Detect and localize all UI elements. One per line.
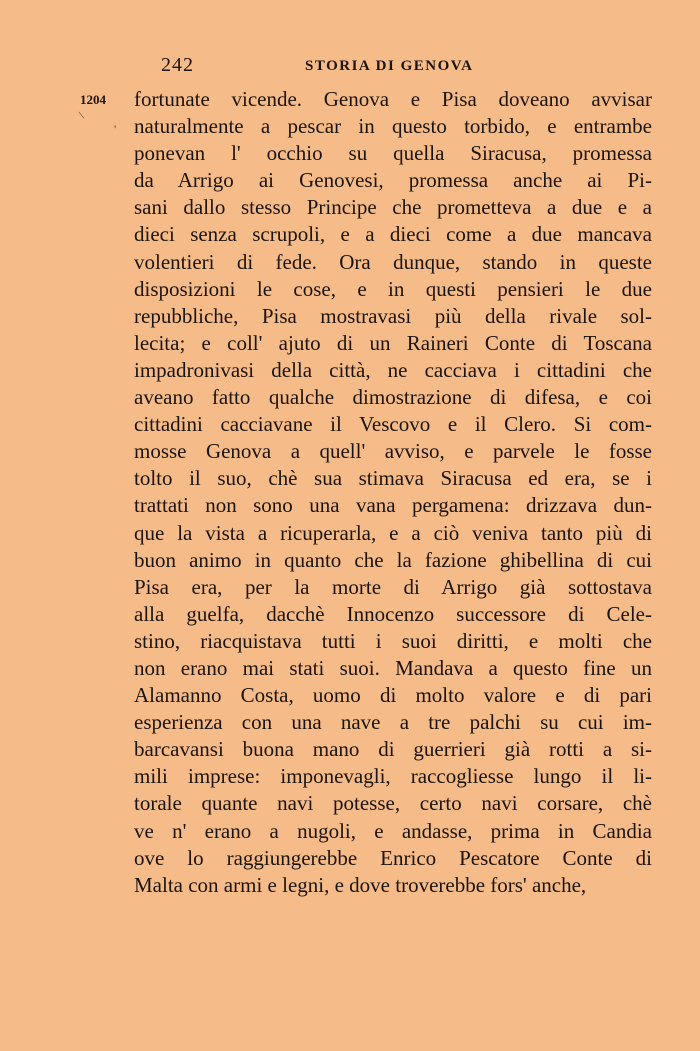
text-line: ponevan l' occhio su quella Siracusa, promessa [134,141,652,166]
text-line: ove lo raggiungerebbe Enrico Pescatore Conte di [134,845,652,870]
text-line: alla guelfa, dacchè Innocenzo successore di Cele- [134,601,652,626]
text-line: mili imprese: imponevagli, raccogliesse lungo il li- [134,764,652,789]
text-line: tolto il suo, chè sua stimava Siracusa ed era, se i [134,466,652,491]
text-line: Alamanno Costa, uomo di molto valore e di pari [134,683,652,708]
text-line: lecita; e coll' ajuto di un Raineri Conte di Toscana [134,330,652,355]
text-line: fortunate vicende. Genova e Pisa doveano avvisar [134,87,652,111]
text-line: volentieri di fede. Ora dunque, stando in queste [134,249,652,274]
body-text [134,86,652,899]
text-line: naturalmente a pescar in questo torbido, e entrambe [134,114,652,139]
text-line: non erano mai stati suoi. Mandava a questo fine un [134,655,652,680]
text-line: aveano fatto qualche dimostrazione di difesa, e coi [134,385,652,410]
text-line: torale quante navi potesse, certo navi corsare, chè [134,791,652,816]
page-number: 242 [161,54,194,76]
text-line: disposizioni le cose, e in questi pensieri le due [134,276,652,301]
margin-mark: ' [114,122,117,136]
text-line: ve n' erano a nugoli, e andasse, prima in Candia [134,818,652,843]
text-line: impadronivasi della città, ne cacciava i cittadini che [134,357,652,382]
text-line: buon animo in quanto che la fazione ghibellina di cui [134,547,652,572]
text-line: mosse Genova a quell' avviso, e parvele le fosse [134,439,652,464]
text-line: repubbliche, Pisa mostravasi più della rivale sol- [134,303,652,328]
text-line: dieci senza scrupoli, e a dieci come a due mancava [134,222,652,247]
text-line: sani dallo stesso Principe che prometteva a due e a [134,195,652,220]
margin-mark: \ [77,107,86,123]
text-line: cittadini cacciavane il Vescovo e il Clero. Si com- [134,412,652,437]
margin-year-note: 1204 [80,92,106,107]
text-line: esperienza con una nave a tre palchi su cui im- [134,710,652,735]
text-line: trattati non sono una vana pergamena: drizzava dun- [134,493,652,518]
text-line: stino, riacquistava tutti i suoi diritti, e molti che [134,628,652,653]
text-line: que la vista a ricuperarla, e a ciò veniva tanto più di [134,520,652,545]
text-line: Malta con armi e legni, e dove troverebbe fors' anche, [134,872,587,897]
text-line: Pisa era, per la morte di Arrigo già sottostava [134,574,652,599]
text-line: da Arrigo ai Genovesi, promessa anche ai Pi- [134,168,652,193]
text-line: barcavansi buona mano di guerrieri già rotti a si- [134,737,652,762]
running-title: STORIA DI GENOVA [305,58,474,74]
